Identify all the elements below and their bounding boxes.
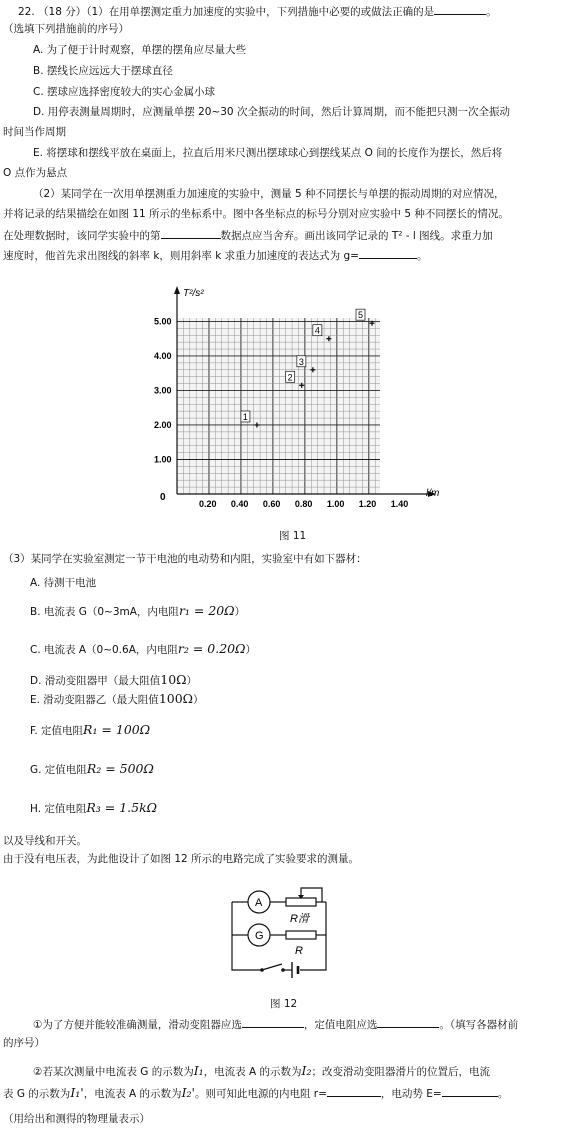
part2-line3 [3,228,493,243]
item-f-math: R₁ = 100Ω [83,722,151,737]
item-e-math: 100Ω [158,691,194,706]
origin-label: 0 [160,492,166,503]
sub2-text-e: ，电流表 A 的示数为 [83,1088,182,1100]
figure-12-caption: 图 12 [270,998,298,1010]
switch-pivot-icon [260,968,264,972]
data-point-label: 1 [242,411,248,422]
item-h-math: R₃ = 1.5kΩ [86,800,158,815]
item-g-text: G. 定值电阻 [30,764,87,776]
y-tick-label: 1.00 [154,454,172,465]
item-g-math: R₂ = 500Ω [86,761,154,776]
item-c [30,642,256,657]
y-tick-label: 5.00 [154,316,172,327]
sub2-text-c: ；改变滑动变阻器滑片的位置后，电流 [311,1066,490,1078]
x-tick-label: 1.40 [390,499,409,509]
sub1-text-c: 。（填写各器材前 [439,1019,519,1031]
option-b: B. 摆线长应远远大于摆球直径 [33,65,173,77]
galvanometer-g-label: G [255,930,264,942]
data-point-label: 3 [298,356,304,367]
item-e-close: ） [193,694,204,706]
x-tick-label: 1.20 [358,499,377,509]
item-b-text: B. 电流表 G（0~3mA，内电阻 [30,606,179,618]
item-a: A. 待测干电池 [30,577,97,589]
sub2-text-end: 。 [497,1088,509,1100]
answer-blank-rheostat[interactable] [242,1017,304,1028]
sub2-math-i1: I₁ [193,1063,204,1078]
period: 。 [486,6,497,18]
sub2-line3: （用给出和测得的物理量表示） [3,1113,150,1125]
item-e-text: E. 滑动变阻器乙（最大阻值 [30,694,159,706]
x-tick-label: 0.80 [294,499,313,509]
part2-line2: 并将记录的结果描绘在如图 11 所示的坐标系中。图中各坐标点的标号分别对应实验中 5 种不同摆长的情况。 [3,208,509,220]
part2-line3-a: 在处理数据时，该同学实验中的第 [3,230,161,242]
item-g [30,762,154,777]
part2-line1: （2）某同学在一次用单摆测重力加速度的实验中，测量 5 种不同摆长与单摆的振动周期的对应情况， [33,188,505,200]
y-tick-label: 3.00 [154,385,172,396]
sub2-text-g: ，电动势 E= [380,1088,442,1100]
option-c: C. 摆球应选择密度较大的实心金属小球 [33,86,216,98]
sub1-text-a: ①为了方便并能较准确测量，滑动变阻器应选 [33,1019,242,1031]
chart-grid [177,318,380,494]
sub1-text-b: ，定值电阻应选 [303,1019,378,1031]
wires-line: 以及导线和开关。 [3,835,87,847]
question-header: 22. （18 分）（1）在用单摆测定重力加速度的实验中，下列措施中必要的或做法正确的是 [18,6,435,18]
ammeter-a-label: A [255,897,263,909]
item-b-close: ） [234,606,246,618]
item-b [30,604,245,619]
select-hint: （选填下列措施前的序号） [3,23,129,35]
item-c-close: ） [245,644,256,656]
item-b-math: r₁ = 20Ω [178,603,235,618]
circuit-intro: 由于没有电压表，为此他设计了如图 12 所示的电路完成了实验要求的测量。 [3,853,360,865]
sub2-text-f: 。则可知此电源的内电阻 r= [194,1088,327,1100]
sub2-math-i2p: I₂' [181,1085,195,1100]
x-tick-label: 0.40 [230,499,249,509]
data-point-label: 2 [287,372,293,383]
sub2-math-i2: I₂ [301,1063,312,1078]
x-tick-label: 0.20 [198,499,217,509]
answer-blank-resistor[interactable] [377,1017,439,1028]
fixed-resistor-icon [286,931,316,939]
sub2-text-a: ②若某次测量中电流表 G 的示数为 [33,1066,194,1078]
answer-blank-g[interactable] [359,248,417,259]
figure-11-chart [0,282,575,542]
sub1-line1 [33,1017,518,1032]
sub2-math-i1p: I₁' [70,1085,84,1100]
part2-line4 [3,248,427,263]
battery-icon [283,962,298,978]
question-header-line [18,4,497,19]
item-h-text: H. 定值电阻 [30,803,87,815]
item-d-close: ） [186,675,198,687]
part3-intro: （3）某同学在实验室测定一节干电池的电动势和内阻，实验室中有如下器材： [3,553,367,565]
answer-blank-discard[interactable] [161,228,221,239]
y-axis-label: T²/s² [183,288,204,299]
sub2-text-d: 表 G 的示数为 [3,1088,71,1100]
data-point-label: 5 [358,310,364,321]
item-d [30,673,197,688]
fixed-resistor-label: R [295,945,303,957]
answer-blank-r[interactable] [327,1086,381,1097]
part2-line3-b: 数据点应当舍弃。画出该同学记录的 T² - l 图线。求重力加 [220,230,493,242]
x-tick-label: 1.00 [326,499,345,509]
figure-11-caption: 图 11 [279,530,307,542]
slide-rheostat-label: R滑 [290,913,309,925]
option-a: A. 为了便于计时观察，单摆的摆角应尽量大些 [33,44,247,56]
part2-line4-end: 。 [416,250,428,262]
item-d-text: D. 滑动变阻器甲（最大阻值 [30,675,161,687]
y-tick-label: 4.00 [154,350,172,361]
option-d-line2: 时间当作周期 [3,126,66,138]
item-h [30,801,157,816]
item-e [30,692,204,707]
sub2-text-b: ，电流表 A 的示数为 [203,1066,302,1078]
data-point-label: 4 [314,325,320,336]
option-e-line1: E. 将摆球和摆线平放在桌面上，拉直后用米尺测出摆球球心到摆线某点 O 间的长度作为摆长，然后将 [33,147,503,159]
answer-blank-1[interactable] [434,4,486,15]
item-c-text: C. 电流表 A（0~0.6A，内电阻 [30,644,178,656]
item-f [30,723,150,738]
item-f-text: F. 定值电阻 [30,725,84,737]
figure-12-circuit [0,882,575,992]
sub1-line2: 的序号） [3,1037,45,1049]
option-d-line1: D. 用停表测量周期时，应测量单摆 20~30 次全振动的时间，然后计算周期，而不能把只测一次全振动 [33,106,510,118]
x-axis-label: l/m [426,488,440,499]
sub2-line1 [33,1064,490,1079]
item-c-math: r₂ = 0.20Ω [177,641,246,656]
x-tick-label: 0.60 [262,499,281,509]
part2-line4-a: 速度时，他首先求出图线的斜率 k，则用斜率 k 求重力加速度的表达式为 g= [3,250,359,262]
y-axis-arrow-icon [174,286,180,294]
answer-blank-e[interactable] [442,1086,498,1097]
slide-rheostat-icon [286,898,316,906]
y-tick-label: 2.00 [154,419,172,430]
item-d-math: 10Ω [160,672,187,687]
switch-blade [262,964,282,970]
sub2-line2 [3,1086,508,1101]
option-e-line2: O 点作为悬点 [3,167,68,179]
